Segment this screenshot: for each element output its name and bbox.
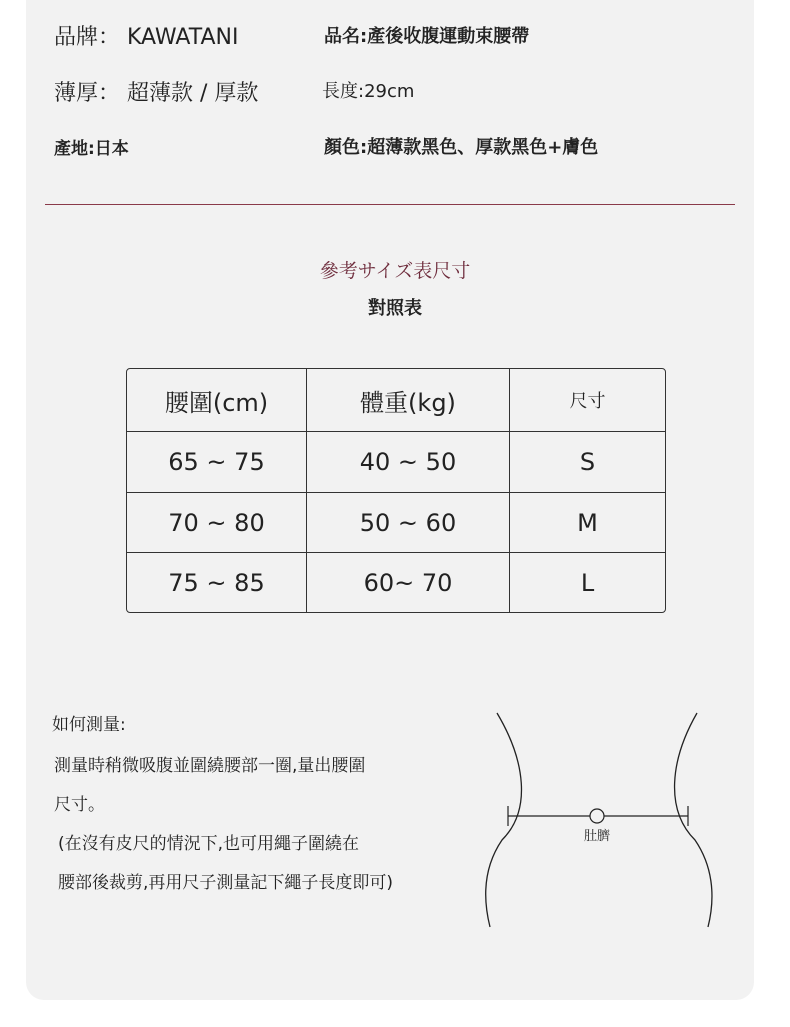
navel-label: 肚臍 [583,829,611,844]
waist-measure-diagram [480,705,720,935]
brand-spec: 品牌： KAWATANI [54,25,239,50]
size-table-title: 參考サイズ表尺寸 [319,260,471,282]
table-row [127,553,665,612]
cell-size: L [580,568,595,597]
measure-instruction-line: 測量時稍微吸腹並圍繞腰部一圈,量出腰圍 [54,756,366,776]
table-row [127,432,665,493]
header-size: 尺寸 [510,369,665,432]
measure-instruction-line: 腰部後裁剪,再用尺子測量記下繩子長度即可) [58,873,394,893]
measure-heading: 如何測量: [52,715,126,735]
body-outline-left [486,713,522,927]
product-name-spec: 品名:產後收腹運動束腰帶 [324,26,530,47]
cell-weight: 40 ~ 50 [307,432,510,493]
cell-size: M [510,493,665,554]
header-waist: 腰圍(cm) [127,369,307,432]
navel-marker [590,809,604,823]
section-divider [45,204,735,205]
cell-waist: 70 ~ 80 [127,493,307,554]
measure-instruction-line: 尺寸。 [54,795,105,815]
cell-size: S [510,432,665,493]
colors-spec: 顏色:超薄款黑色、厚款黑色+膚色 [324,137,599,158]
body-outline-right [675,713,712,927]
cell-weight: 60~ 70 [307,553,510,612]
header-weight: 體重(kg) [307,369,510,432]
cell-waist: 65 ~ 75 [127,432,307,493]
thickness-spec: 薄厚： 超薄款 / 厚款 [54,81,259,106]
table-header-row [127,369,665,432]
origin-spec: 產地:日本 [54,139,129,159]
size-table [126,368,666,613]
cell-waist: 75 ~ 85 [127,553,307,612]
cell-weight: 50 ~ 60 [307,493,510,554]
size-table-subtitle: 對照表 [368,298,422,319]
table-row [127,493,665,554]
measure-instruction-line: (在沒有皮尺的情況下,也可用繩子圍繞在 [58,834,360,854]
length-spec: 長度:29cm [322,81,415,102]
